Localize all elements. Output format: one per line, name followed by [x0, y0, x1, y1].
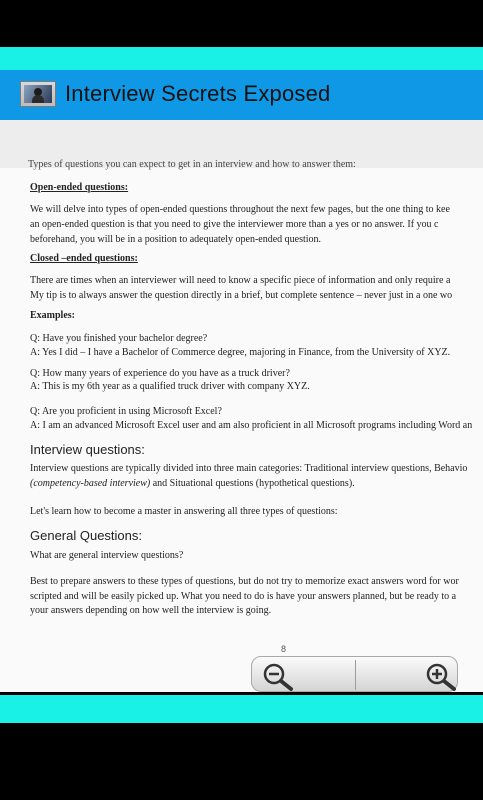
bottom-accent-bar — [0, 695, 483, 723]
interview-questions-line-2 — [30, 477, 355, 491]
zoom-controls — [251, 656, 458, 692]
master-line: Let's learn how to become a master in answering all three types of questions: — [30, 506, 338, 517]
zoom-in-icon — [421, 661, 461, 691]
example-answer-3: A: I am an advanced Microsoft Excel user and am also proficient in all Microsoft programs including Word an — [30, 420, 473, 431]
zoom-in-button[interactable] — [357, 659, 457, 691]
general-line-2: scripted and will be easily picked up. What you need to do is have your answers planned, but be ready to a — [30, 591, 457, 602]
book-cover-icon — [20, 81, 56, 107]
closed-ended-heading: Closed –ended questions: — [30, 253, 138, 264]
page-number: 8 — [281, 644, 287, 654]
zoom-out-icon — [258, 661, 298, 691]
closed-ended-line-1: There are times when an interviewer will need to know a specific piece of information and only require a — [30, 275, 451, 286]
clipped-text-line: Types of questions you can expect to get in an interview and how to answer them: — [28, 159, 356, 170]
document-page[interactable] — [0, 159, 483, 694]
app-title: Interview Secrets Exposed — [65, 81, 331, 106]
open-ended-line-3: beforehand, you will be in a position to adequately open-ended question. — [30, 234, 322, 245]
open-ended-line-1: We will delve into types of open-ended questions throughout the next few pages, but the one thing to kee — [30, 204, 450, 215]
status-bar — [0, 0, 483, 47]
app-header — [0, 70, 483, 120]
example-question-2: Q: How many years of experience do you have as a truck driver? — [30, 368, 290, 379]
general-line-3: your answers depending on how well the interview is going. — [30, 605, 272, 616]
general-questions-sub: What are general interview questions? — [30, 550, 184, 561]
interview-questions-heading: Interview questions: — [30, 442, 145, 457]
closed-ended-line-2: My tip is to always answer the question directly in a brief, but complete sentence – never just in a one wo — [30, 290, 453, 301]
interview-questions-line-2-rest: and Situational questions (hypothetical questions). — [150, 478, 355, 489]
examples-heading: Examples: — [30, 310, 75, 321]
navigation-bar — [0, 723, 483, 800]
example-answer-1: A: Yes I did – I have a Bachelor of Commerce degree, majoring in Finance, from the University of XYZ. — [30, 347, 451, 358]
interview-questions-line-1: Interview questions are typically divided into three main categories: Traditional interview questions, Behavio — [30, 463, 468, 474]
example-question-1: Q: Have you finished your bachelor degree? — [30, 333, 208, 344]
open-ended-heading: Open-ended questions: — [30, 182, 129, 193]
example-answer-2: A: This is my 6th year as a qualified truck driver with company XYZ. — [30, 381, 310, 392]
zoom-out-button[interactable] — [252, 659, 352, 691]
general-questions-heading: General Questions: — [30, 528, 143, 543]
example-question-3: Q: Are you proficient in using Microsoft Excel? — [30, 406, 222, 417]
competency-italic: (competency-based interview) — [30, 478, 151, 489]
open-ended-line-2: an open-ended question is that you need to give the interviewer more than a yes or no answer. If you c — [30, 219, 439, 230]
general-line-1: Best to prepare answers to these types of questions, but do not try to memorize exact answers word for wor — [30, 576, 459, 587]
zoom-divider — [355, 660, 356, 690]
top-accent-bar — [0, 47, 483, 70]
